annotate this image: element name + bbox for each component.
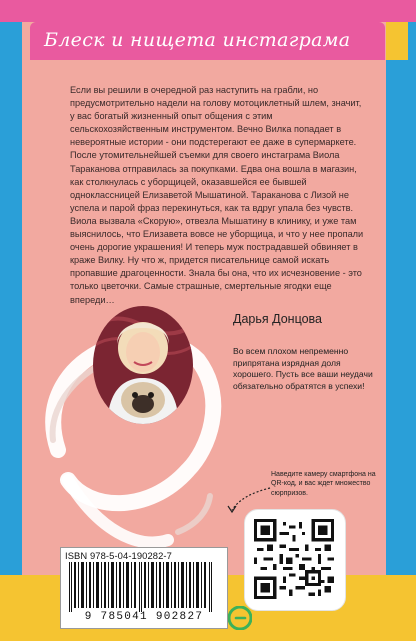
- annotation-text: Если вы решили в очередной раз наступить на грабли, но предусмотрительно надели на голову мотоциклетный шлем, значит, у вас богатый жизненный опыт общения с этим сельскохозяйственным инструментом. Вечно Вилка попадает в невероятные истории - они подстерегают ее даже в супермаркете. После утомительнейшей съемки для своего инстаграма Виола Тараканова отправилась за покупками. Едва она вошла в магазин, как столкнулась с уборщицей, оказавшейся ее бывшей одноклассницей Елизаветой Мышатиной. Тараканова с Лизой не успела и парой фраз перекинуться, как та вдруг упала без чувств. Виола вызвала «Скорую», отвезла Мышатину в клинику, и уже там выяснилось, что Елизавета вовсе не уборщица, и что у нее пропали очень дорогие украшения! И теперь муж пострадавшей обвиняет в краже Вилку. Ну что ж, придется писательнице самой искать пропавшие драгоценности. Знала бы она, что их исчезновение - это только цветочки. Самые страшные, смертельные ягодки еще впереди…: [70, 85, 364, 305]
- author-name: Дарья Донцова: [233, 312, 323, 326]
- book-title: Блеск и нищета инстаграма: [44, 29, 351, 51]
- qr-code-icon[interactable]: [254, 519, 334, 599]
- blue-band-left: [0, 0, 22, 641]
- author-quote: Во всем плохом непременно припрятана изрядная доля хорошего. Пусть все ваши неудачи обязательно обратятся в успехи!: [233, 346, 373, 391]
- isbn-number: ISBN 978-5-04-190282-7: [65, 550, 172, 561]
- publisher-logo-icon: [228, 606, 252, 630]
- author-photo: [93, 306, 193, 424]
- barcode-icon: [67, 562, 217, 612]
- barcode-digits: 9 785041 902827: [84, 611, 204, 623]
- isbn-barcode-block: [60, 547, 228, 629]
- author-photo-with-pug-icon: [93, 306, 193, 424]
- pink-band-top: [0, 0, 416, 22]
- qr-hint-text: Наведите камеру смартфона на QR-код, и вас ждет множество сюрпризов.: [271, 471, 376, 497]
- blue-band-right: [386, 0, 416, 641]
